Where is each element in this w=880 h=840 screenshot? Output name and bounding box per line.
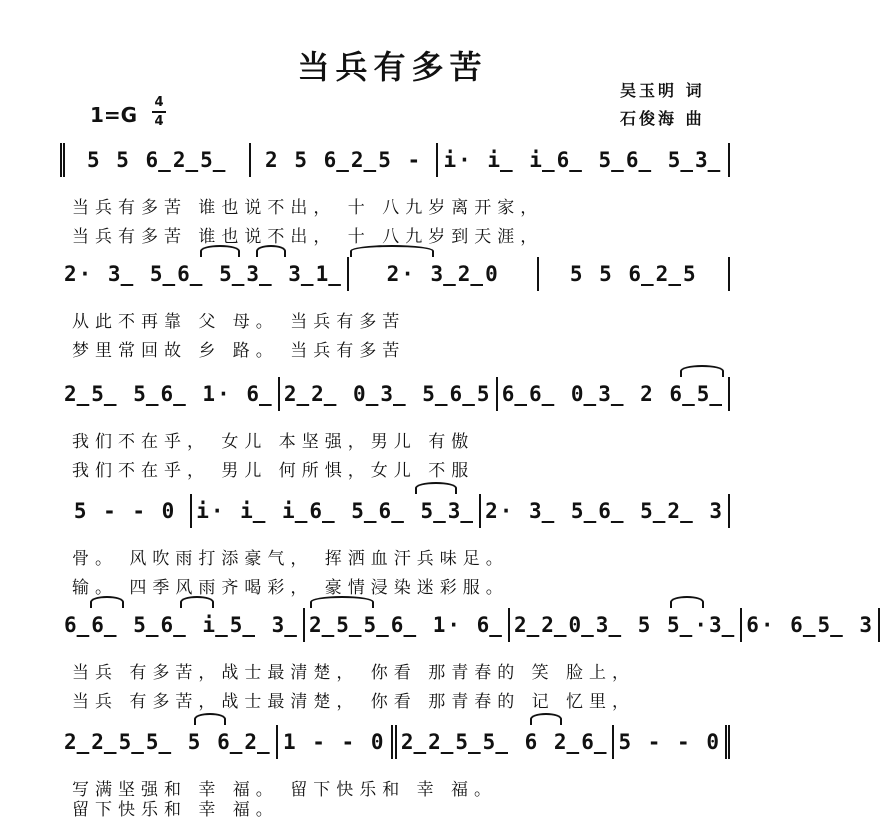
measure: 2 5 6̲2̲5 - <box>251 143 437 177</box>
slur-mark <box>194 713 226 725</box>
measure: 6̲6̲ 5̲6̲ i̲5̲ 3̲ <box>60 608 305 642</box>
measure: 5 5 6̲2̲5 <box>539 257 730 291</box>
notes-line <box>60 494 730 528</box>
slur-mark <box>90 596 124 608</box>
measure: 5 5 6̲2̲5̲ <box>60 143 251 177</box>
slur-mark <box>350 245 434 257</box>
time-signature-bottom: 4 <box>154 114 164 129</box>
lyric-verse-1: 我们不在乎， 女儿 本坚强，男儿 有傲 <box>72 432 475 452</box>
measure: i· i̲ i̲6̲ 5̲6̲ 5̲3̲ <box>438 143 730 177</box>
slur-mark <box>415 482 457 494</box>
lyric-verse-2: 当兵 有多苦，战士最清楚， 你看 那青春的 记 忆里， <box>72 692 636 712</box>
measure: 2̲5̲ 5̲6̲ 1· 6̲ <box>60 377 280 411</box>
slur-mark <box>200 245 240 257</box>
measure: 2· 3̲ 5̲6̲ 5̲2̲ 3 <box>481 494 730 528</box>
time-signature <box>152 95 166 129</box>
measure: i· i̲ i̲6̲ 5̲6̲ 5̲3̲ <box>192 494 481 528</box>
lyric-verse-1: 当兵 有多苦，战士最清楚， 你看 那青春的 笑 脸上， <box>72 663 636 683</box>
lyric-verse-2: 梦里常回故 乡 路。 当兵有多苦 <box>72 341 406 361</box>
slur-mark <box>180 596 214 608</box>
notes-line <box>60 608 875 642</box>
measure: 2̲5̲5̲6̲ 1· 6̲ <box>305 608 510 642</box>
key-signature: 1=G <box>90 103 138 127</box>
composer-credit: 石俊海 曲 <box>620 109 705 128</box>
notes-line <box>60 143 730 177</box>
measure: 2̲2̲5̲5̲ 6 2̲6̲ <box>397 725 615 759</box>
notes-line <box>60 725 730 759</box>
lyric-verse-1: 从此不再靠 父 母。 当兵有多苦 <box>72 312 406 332</box>
slur-mark <box>310 596 374 608</box>
lyric-verse-1: 当兵有多苦 谁也说不出， 十 八九岁离开家， <box>72 198 544 218</box>
slur-mark <box>670 596 704 608</box>
time-signature-top: 4 <box>154 95 164 110</box>
lyricist-credit: 吴玉明 词 <box>620 81 705 100</box>
lyric-verse-2: 留下快乐和 幸 福。 <box>72 800 279 820</box>
measure: 2̲2̲ 0̲3̲ 5̲6̲5 <box>280 377 498 411</box>
measure: 5 - - 0 <box>60 494 192 528</box>
song-title: 当兵有多苦 <box>297 48 488 86</box>
notes-line <box>60 377 730 411</box>
slur-mark <box>530 713 562 725</box>
measure: 2· 3̲ 5̲6̲ 5̲3̲ 3̲1̲ <box>60 257 349 291</box>
measure: 6̲6̲ 0̲3̲ 2 6̲5̲ <box>498 377 730 411</box>
measure: 2̲2̲5̲5̲ 5 6̲2̲ <box>60 725 278 759</box>
lyric-verse-2: 我们不在乎， 男儿 何所惧，女儿 不服 <box>72 461 475 481</box>
lyric-verse-2: 输。 四季风雨齐喝彩， 豪情浸染迷彩服。 <box>72 578 509 598</box>
measure: 2̲2̲0̲3̲ 5 5̲·3̲ <box>510 608 742 642</box>
measure: 2· 3̲2̲0 <box>349 257 540 291</box>
time-signature-line <box>152 111 166 113</box>
lyric-verse-2: 当兵有多苦 谁也说不出， 十 八九岁到天涯， <box>72 227 544 247</box>
slur-mark <box>256 245 286 257</box>
slur-mark <box>680 365 724 377</box>
lyric-verse-1: 写满坚强和 幸 福。 留下快乐和 幸 福。 <box>72 780 498 800</box>
lyric-verse-1: 骨。 风吹雨打添豪气， 挥洒血汗兵味足。 <box>72 549 509 569</box>
notes-line <box>60 257 730 291</box>
measure: 6· 6̲5̲ 3 <box>742 608 880 642</box>
measure: 5 - - 0 <box>614 725 730 759</box>
measure: 1 - - 0 <box>278 725 397 759</box>
